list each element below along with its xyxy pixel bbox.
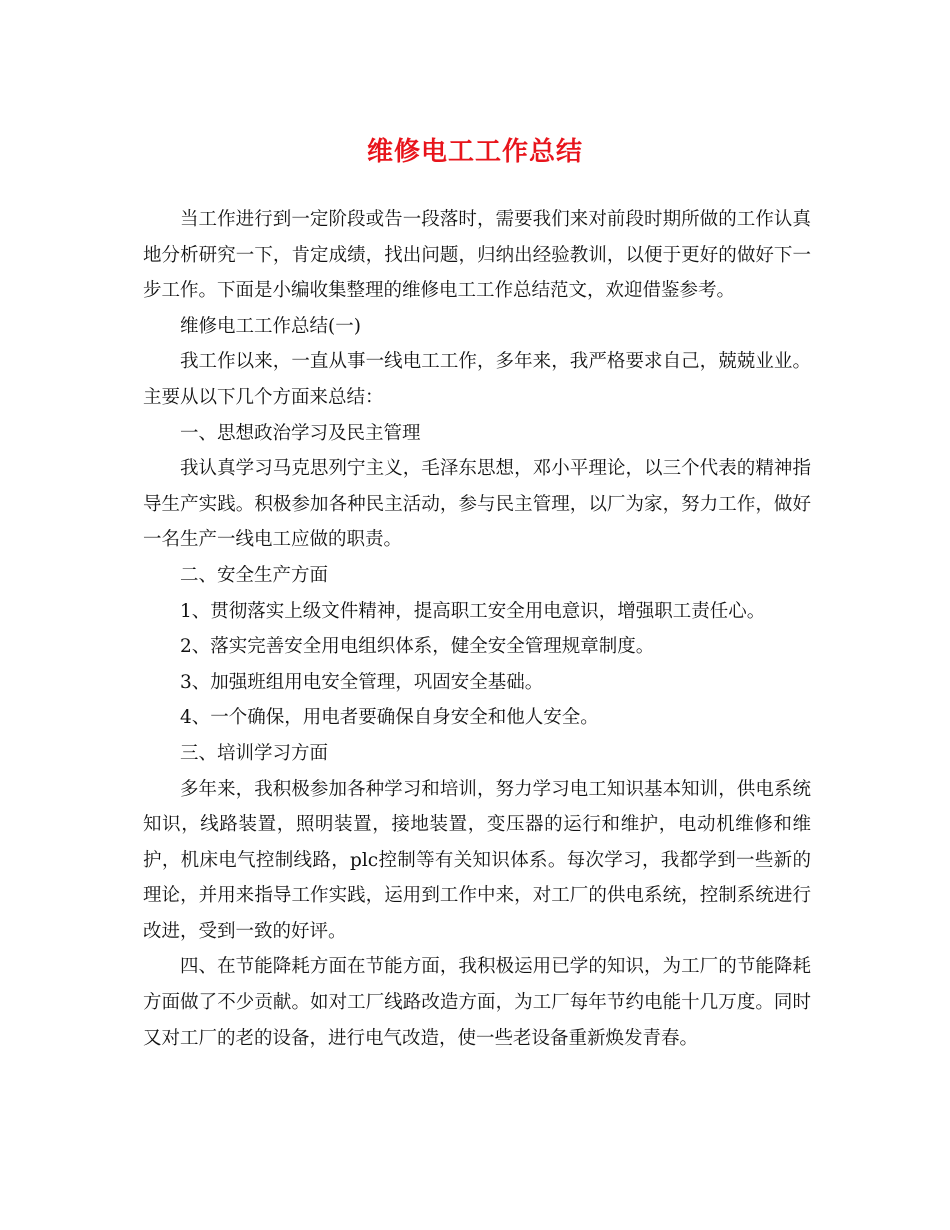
document-body — [143, 202, 811, 1056]
section-heading: 二、安全生产方面 — [180, 564, 329, 586]
list-item: 1、贯彻落实上级文件精神，提高职工安全用电意识，增强职工责任心。 — [180, 600, 766, 622]
paragraph: 我认真学习马克思列宁主义，毛泽东思想，邓小平理论，以三个代表的精神指导生产实践。积极参加各种民主活动，参与民主管理，以厂为家，努力工作，做好一名生产一线电工应做的职责。 — [143, 458, 811, 551]
paragraph: 我工作以来，一直从事一线电工工作，多年来，我严格要求自己，兢兢业业。主要从以下几个方面来总结： — [143, 351, 811, 408]
list-item: 2、落实完善安全用电组织体系，健全安全管理规章制度。 — [180, 636, 655, 658]
list-item: 3、加强班组用电安全管理，巩固安全基础。 — [180, 671, 544, 693]
section-heading: 一、思想政治学习及民主管理 — [180, 422, 421, 444]
paragraph-intro: 当工作进行到一定阶段或告一段落时，需要我们来对前段时期所做的工作认真地分析研究一下，肯定成绩，找出问题，归纳出经验教训，以便于更好的做好下一步工作。下面是小编收集整理的维修电工工作总结范文，欢迎借鉴参考。 — [143, 209, 811, 302]
section-heading: 三、培训学习方面 — [180, 742, 329, 764]
paragraph: 四、在节能降耗方面在节能方面，我积极运用已学的知识，为工厂的节能降耗方面做了不少贡献。如对工厂线路改造方面，为工厂每年节约电能十几万度。同时又对工厂的老的设备，进行电气改造，使一些老设备重新焕发青春。 — [143, 956, 811, 1049]
section-heading: 维修电工工作总结(一) — [180, 315, 361, 337]
page-title: 维修电工工作总结 — [366, 137, 583, 167]
list-item: 4、一个确保，用电者要确保自身安全和他人安全。 — [180, 707, 599, 729]
paragraph: 多年来，我积极参加各种学习和培训，努力学习电工知识基本知训，供电系统知识，线路装置，照明装置，接地装置，变压器的运行和维护，电动机维修和维护，机床电气控制线路，plc控制等有关知识体系。每次学习，我都学到一些新的理论，并用来指导工作实践，运用到工作中来，对工厂的供电系统，控制系统进行改进，受到一致的好评。 — [143, 778, 811, 942]
